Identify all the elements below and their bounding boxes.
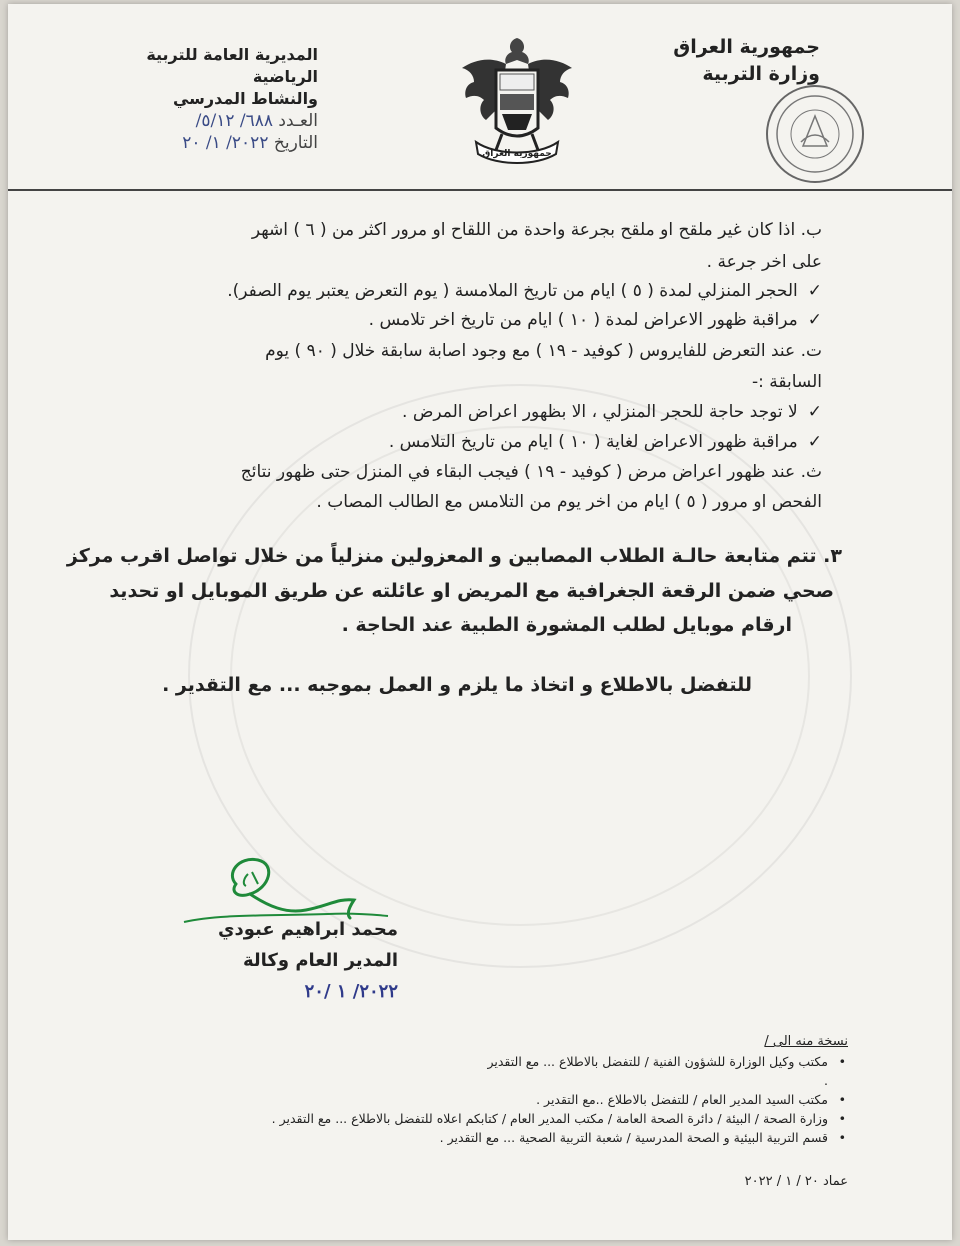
section-th-line2: الفحص او مرور ( ٥ ) ايام من اخر يوم من التلامس مع الطالب المصاب . — [316, 492, 822, 512]
ministry-name: وزارة التربية — [702, 63, 820, 85]
directorate-name: المديرية العامة للتربية الرياضية — [146, 45, 318, 86]
section-t-line2: السابقة :- — [752, 372, 822, 392]
date-value: ٢٠٢٢/ ١/ ٢٠ — [182, 133, 269, 153]
eagle-emblem-icon — [456, 30, 578, 180]
section-t-item2-text: مراقبة ظهور الاعراض لغاية ( ١٠ ) ايام من تاريخ التلامس . — [388, 432, 798, 452]
section-t-item1 — [402, 402, 822, 422]
section-b-line2: على اخر جرعة . — [706, 252, 822, 272]
header-left — [78, 44, 318, 154]
bullet-dot: • — [838, 1054, 846, 1069]
paragraph-3-line1: ٣. تتم متابعة حالـة الطلاب المصابين و المعزولين منزلياً من خلال تواصل اقرب مركز — [66, 545, 842, 567]
section-b-item2 — [369, 310, 822, 330]
bullet-dot: • — [838, 1092, 846, 1107]
check-icon: ✓ — [807, 402, 822, 422]
closing-line: للتفضل بالاطلاع و اتخاذ ما يلزم و العمل بموجبه ... مع التقدير . — [162, 674, 752, 696]
reference-date — [78, 132, 318, 154]
section-t-item1-text: لا توجد حاجة للحجر المنزلي ، الا بظهور اعراض المرض . — [402, 402, 798, 422]
emblem-caption: جمهورية العراق — [482, 149, 552, 159]
paragraph-3-line2: صحي ضمن الرقعة الجغرافية مع المريض او عائلته عن طريق الموبايل او تحديد — [109, 580, 834, 602]
date-label: التاريخ — [273, 133, 318, 153]
ministry-seal-icon — [763, 82, 867, 186]
signatory-title: المدير العام وكالة — [242, 950, 398, 971]
copies-list — [108, 1052, 848, 1147]
number-label: العـدد — [278, 111, 318, 131]
section-b-item1-text: الحجر المنزلي لمدة ( ٥ ) ايام من تاريخ الملامسة ( يوم التعرض يعتبر يوم الصفر). — [227, 281, 798, 301]
copies-title: نسخة منه الى / — [764, 1034, 848, 1049]
footer-date: عماد ٢٠ / ١ / ٢٠٢٢ — [744, 1174, 848, 1189]
bullet-dot: • — [838, 1130, 846, 1145]
list-item: • وزارة الصحة / البيئة / دائرة الصحة العامة / مكتب المدير العام / كتابكم اعلاه للتفضل بالاطلاع ... مع التقدير . — [271, 1111, 846, 1126]
signature-block — [198, 914, 398, 1007]
section-b-line1: ب. اذا كان غير ملقح او ملقح بجرعة واحدة من اللقاح او مرور اكثر من ( ٦ ) اشهر — [251, 220, 822, 240]
reference-number — [78, 110, 318, 132]
directorate-sub: والنشاط المدرسي — [172, 89, 318, 108]
signature-date: ٢٠٢٢/ ١ /٢٠ — [304, 981, 398, 1002]
section-b-item2-text: مراقبة ظهور الاعراض لمدة ( ١٠ ) ايام من تاريخ اخر تلامس . — [368, 310, 798, 330]
header-divider — [8, 189, 952, 191]
list-item: • مكتب السيد المدير العام / للتفضل بالاطلاع ..مع التقدير . — [536, 1092, 846, 1107]
check-icon: ✓ — [807, 281, 822, 301]
check-icon: ✓ — [807, 310, 822, 330]
document-page — [8, 4, 952, 1240]
paragraph-3-line3: ارقام موبايل لطلب المشورة الطبية عند الحاجة . — [341, 614, 792, 636]
section-t-line1: ت. عند التعرض للفايروس ( كوفيد - ١٩ ) مع وجود اصابة سابقة خلال ( ٩٠ ) يوم — [265, 341, 822, 361]
section-b-item1 — [227, 281, 822, 301]
list-item: • قسم التربية البيئية و الصحة المدرسية / شعبة التربية الصحية ... مع التقدير . — [439, 1130, 846, 1145]
signatory-name: محمد ابراهيم عبودي — [217, 919, 398, 940]
bullet-dot: • — [838, 1111, 846, 1126]
list-item: • مكتب وكيل الوزارة للشؤون الفنية / للتفضل بالاطلاع ... مع التقدير . — [487, 1054, 846, 1088]
check-icon: ✓ — [807, 432, 822, 452]
country-name: جمهورية العراق — [673, 36, 820, 58]
header-right — [673, 34, 820, 88]
number-value: ٦٨٨/ ٥/١٢/ — [195, 111, 274, 131]
section-t-item2 — [389, 432, 822, 452]
section-th-line1: ث. عند ظهور اعراض مرض ( كوفيد - ١٩ ) فيجب البقاء في المنزل حتى ظهور نتائج — [240, 462, 822, 482]
